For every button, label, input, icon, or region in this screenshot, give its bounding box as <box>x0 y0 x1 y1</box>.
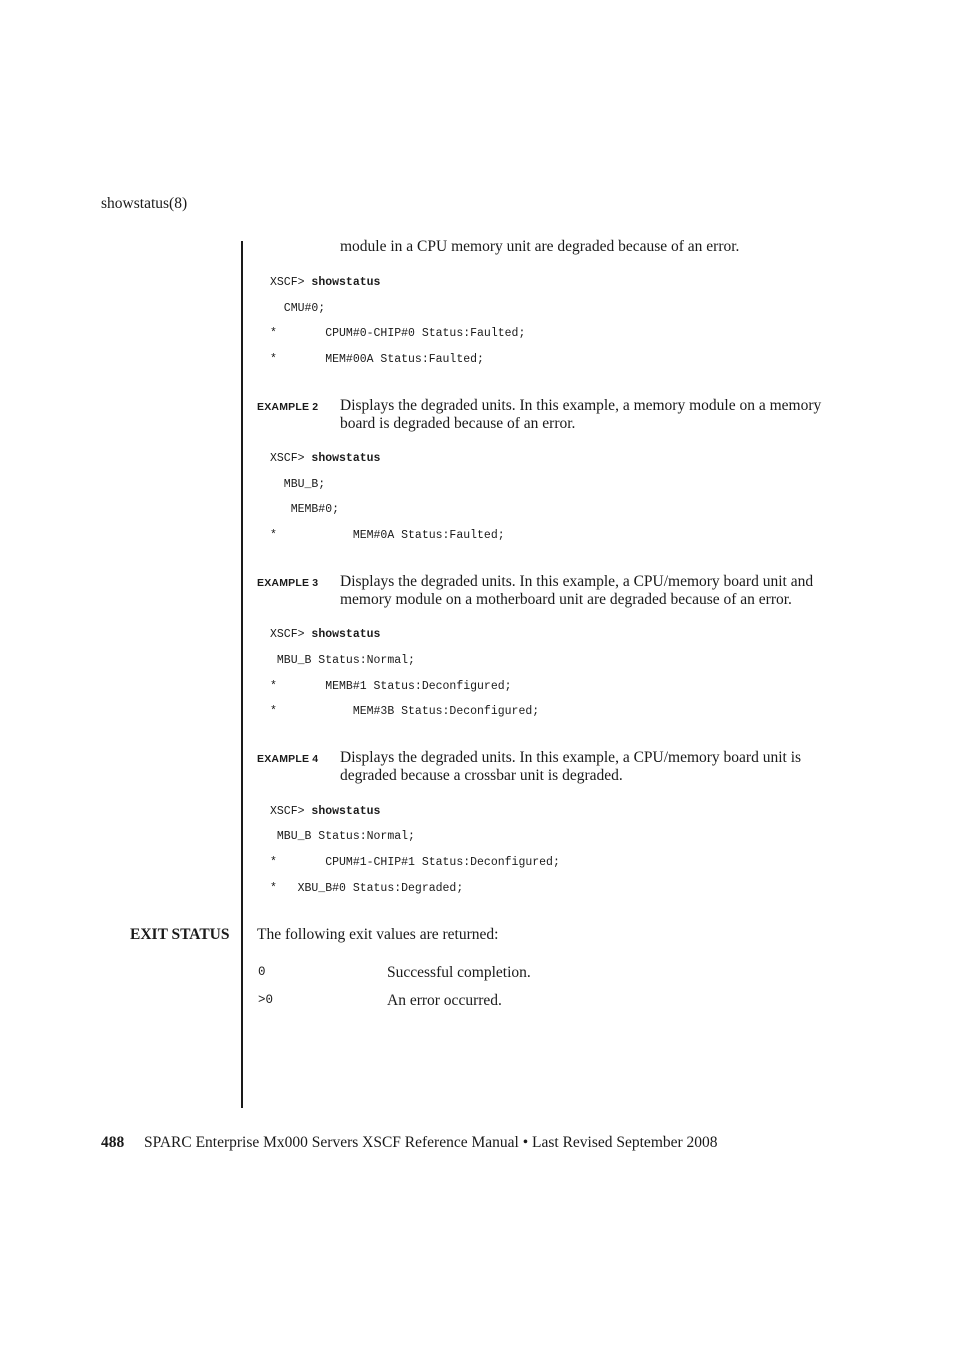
code-prompt: XSCF> <box>270 452 312 465</box>
code-line: * MEM#3B Status:Deconfigured; <box>270 705 540 718</box>
code-line: MBU_B Status:Normal; <box>270 654 415 667</box>
exit-meaning: An error occurred. <box>387 992 502 1009</box>
exit-code: >0 <box>258 993 274 1007</box>
exit-code: 0 <box>258 965 266 979</box>
example-description: Displays the degraded units. In this example, a CPU/memory board unit is degraded because a crossbar unit is degraded. <box>340 749 802 784</box>
code-line: CMU#0; <box>270 302 326 315</box>
code-prompt: XSCF> <box>270 276 312 289</box>
example-description: Displays the degraded units. In this example, a CPU/memory board unit and memory module on a motherboard unit are degraded because of an error. <box>340 573 814 608</box>
code-line: * CPUM#1-CHIP#1 Status:Deconfigured; <box>270 856 560 869</box>
code-command: showstatus <box>311 805 381 818</box>
margin-rule <box>241 241 243 1108</box>
code-line <box>270 806 380 818</box>
code-line: * CPUM#0-CHIP#0 Status:Faulted; <box>270 327 526 340</box>
exit-meaning: Successful completion. <box>387 964 531 981</box>
code-line <box>270 629 380 641</box>
code-command: showstatus <box>311 452 381 465</box>
code-line: * XBU_B#0 Status:Degraded; <box>270 882 464 895</box>
footer-text: SPARC Enterprise Mx000 Servers XSCF Reference Manual • Last Revised September 2008 <box>144 1134 718 1151</box>
code-command: showstatus <box>311 276 381 289</box>
exit-status-intro: The following exit values are returned: <box>257 926 499 943</box>
code-line <box>270 453 380 465</box>
running-header: showstatus(8) <box>101 195 188 212</box>
code-line: * MEMB#1 Status:Deconfigured; <box>270 680 512 693</box>
section-heading: EXIT STATUS <box>130 926 230 943</box>
code-prompt: XSCF> <box>270 805 312 818</box>
code-line <box>270 277 380 289</box>
example-label: EXAMPLE 4 <box>257 753 319 765</box>
code-line: MBU_B Status:Normal; <box>270 830 415 843</box>
example-description: Displays the degraded units. In this example, a memory module on a memory board is degraded because of an error. <box>340 397 822 432</box>
intro-paragraph: module in a CPU memory unit are degraded because of an error. <box>340 238 740 255</box>
code-line: MEMB#0; <box>270 503 340 516</box>
code-command: showstatus <box>311 628 381 641</box>
example-label: EXAMPLE 3 <box>257 577 319 589</box>
example-label: EXAMPLE 2 <box>257 401 319 413</box>
code-prompt: XSCF> <box>270 628 312 641</box>
code-line: * MEM#00A Status:Faulted; <box>270 353 484 366</box>
page-number: 488 <box>101 1134 125 1151</box>
code-line: MBU_B; <box>270 478 326 491</box>
code-line: * MEM#0A Status:Faulted; <box>270 529 505 542</box>
